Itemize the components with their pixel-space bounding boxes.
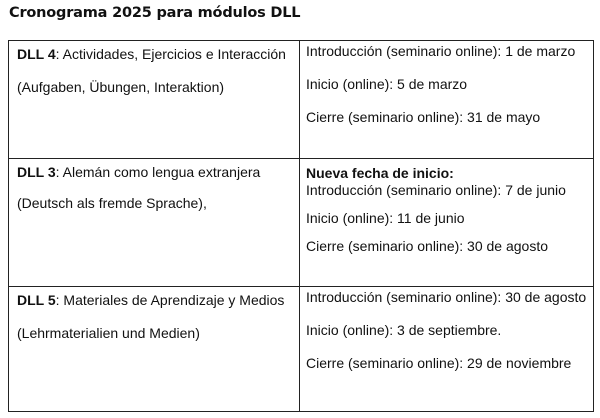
new-start-date-note: Nueva fecha de inicio:	[306, 165, 454, 181]
module-name: : Materiales de Aprendizaje y Medios	[55, 292, 285, 308]
schedule-cell	[300, 159, 594, 287]
schedule-table	[8, 40, 594, 412]
table-row	[9, 287, 594, 412]
table-row	[9, 159, 594, 287]
module-cell	[9, 287, 300, 412]
schedule-close: Cierre (seminario online): 30 de agosto	[306, 238, 549, 254]
schedule-intro: Introducción (seminario online): 1 de marzo	[306, 43, 576, 59]
module-code: DLL 3	[17, 164, 56, 180]
schedule-intro: Introducción (seminario online): 7 de junio	[306, 182, 566, 198]
document-title: Cronograma 2025 para módulos DLL	[9, 5, 301, 21]
module-german-name: (Deutsch als fremde Sprache),	[17, 195, 207, 211]
schedule-start: Inicio (online): 11 de junio	[306, 210, 465, 226]
module-heading	[17, 46, 291, 63]
schedule-close: Cierre (seminario online): 31 de mayo	[306, 109, 541, 125]
schedule-close: Cierre (seminario online): 29 de noviembre	[306, 355, 572, 371]
module-name: : Actividades, Ejercicios e Interacción	[55, 46, 286, 62]
module-cell	[9, 41, 300, 159]
module-name: : Alemán como lengua extranjera	[55, 164, 261, 180]
schedule-start: Inicio (online): 5 de marzo	[306, 76, 468, 92]
schedule-start: Inicio (online): 3 de septiembre.	[306, 322, 502, 338]
module-code: DLL 4	[17, 46, 56, 62]
module-german-name: (Aufgaben, Übungen, Interaktion)	[17, 79, 225, 95]
schedule-cell	[300, 41, 594, 159]
module-code: DLL 5	[17, 292, 56, 308]
schedule-cell	[300, 287, 594, 412]
table-row	[9, 41, 594, 159]
module-cell	[9, 159, 300, 287]
schedule-intro: Introducción (seminario online): 30 de agosto	[306, 289, 587, 305]
module-heading	[17, 164, 291, 181]
module-heading	[17, 292, 291, 309]
module-german-name: (Lehrmaterialien und Medien)	[17, 325, 200, 341]
